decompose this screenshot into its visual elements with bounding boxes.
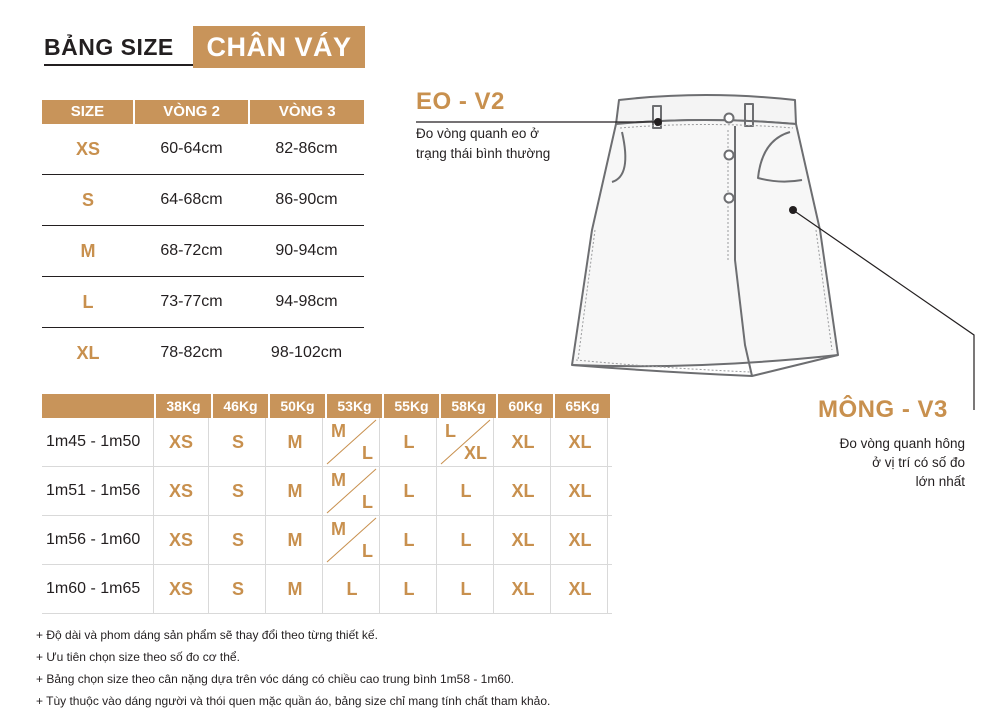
size-cell: L [325,565,380,613]
size-cell: XL [496,516,551,564]
title-underline [44,64,194,66]
size-split-cell [325,516,380,564]
weight-height-table [42,394,612,614]
weight-header: 50Kg [270,394,325,418]
note-item: + Ưu tiên chọn size theo số đo cơ thể. [36,650,240,664]
size-cell: M [268,516,323,564]
size-cell: L [82,291,94,312]
size-cell: XL [553,516,608,564]
size-cell: XL [76,342,100,363]
waist-label: EO - V2 [416,88,505,115]
size-cell: S [211,516,266,564]
height-label: 1m56 - 1m60 [42,516,154,564]
size-cell: L [382,467,437,515]
size-option: L [362,492,373,512]
size-cell: 60-64cm [160,140,223,157]
note-item: + Độ dài và phom dáng sản phẩm sẽ thay đổi theo từng thiết kế. [36,628,378,642]
height-label: 1m45 - 1m50 [42,418,154,466]
size-cell: XL [496,418,551,466]
size-option: M [331,519,346,539]
size-cell: L [439,516,494,564]
size-cell: L [382,418,437,466]
size-cell: M [268,565,323,613]
hip-desc-line: lớn nhất [915,474,965,489]
size-cell: S [211,565,266,613]
skirt-illustration [400,80,1000,420]
size-cell: 68-72cm [160,242,223,259]
size-split-cell [439,418,494,466]
size-option: M [331,421,346,441]
height-row [42,516,612,565]
size-cell: S [211,467,266,515]
hip-desc-line: ở vị trí có số đo [872,455,965,470]
size-cell: M [268,467,323,515]
height-label: 1m51 - 1m56 [42,467,154,515]
weight-header: 55Kg [384,394,439,418]
size-row [42,277,364,328]
title-badge: CHÂN VÁY [193,26,365,68]
weight-header: 60Kg [498,394,553,418]
weight-header: 53Kg [327,394,382,418]
size-cell: XL [553,565,608,613]
size-option: L [362,541,373,561]
size-cell: S [81,189,94,210]
size-cell: M [268,418,323,466]
size-cell: L [382,516,437,564]
size-header: SIZE [42,100,135,124]
weight-header: 58Kg [441,394,496,418]
size-cell: XL [553,418,608,466]
hip-label: MÔNG - V3 [818,396,948,423]
weight-header: 38Kg [156,394,211,418]
height-label: 1m60 - 1m65 [42,565,154,613]
size-cell: 78-82cm [160,344,223,361]
size-row [42,124,364,175]
size-row [42,226,364,277]
size-table [42,100,364,378]
size-cell: 82-86cm [275,140,338,157]
size-row [42,328,364,378]
size-cell: XS [154,418,209,466]
size-option: L [362,443,373,463]
size-option: L [445,421,456,441]
height-row [42,418,612,467]
size-cell: L [439,565,494,613]
v2-header: VÒNG 2 [135,100,251,124]
size-split-cell [325,467,380,515]
hip-desc-line: Đo vòng quanh hông [839,436,965,451]
weight-header: 65Kg [555,394,610,418]
size-cell: XS [154,467,209,515]
notes [36,624,550,712]
waist-desc-line: Đo vòng quanh eo ở [416,126,539,141]
size-cell: 86-90cm [275,191,338,208]
page-title: BẢNG SIZE [44,34,174,60]
size-cell: L [439,467,494,515]
size-table-header [42,100,364,124]
note-item: + Bảng chọn size theo cân nặng dựa trên vóc dáng có chiều cao trung bình 1m58 - 1m60. [36,672,515,686]
waist-desc-line: trạng thái bình thường [416,146,551,161]
height-row [42,565,612,614]
v3-header: VÒNG 3 [278,103,336,120]
height-row [42,467,612,516]
size-cell: XS [75,138,100,159]
size-cell: 73-77cm [160,293,223,310]
size-cell: M [80,240,96,261]
size-option: M [331,470,346,490]
size-cell: S [211,418,266,466]
size-cell: 94-98cm [275,293,338,310]
size-split-cell [325,418,380,466]
size-cell: XL [553,467,608,515]
size-cell: XS [154,565,209,613]
weight-header: 46Kg [213,394,268,418]
size-row [42,175,364,226]
size-cell: 64-68cm [160,191,223,208]
size-option: XL [463,443,487,463]
size-cell: L [382,565,437,613]
size-cell: 90-94cm [275,242,338,259]
size-cell: XS [154,516,209,564]
size-cell: XL [496,565,551,613]
size-cell: XL [496,467,551,515]
hip-description [800,434,965,491]
size-cell: 98-102cm [270,344,343,361]
note-item: + Tùy thuộc vào dáng người và thói quen mặc quần áo, bảng size chỉ mang tính chất tham khảo. [36,694,551,708]
corner-cell [42,394,154,418]
